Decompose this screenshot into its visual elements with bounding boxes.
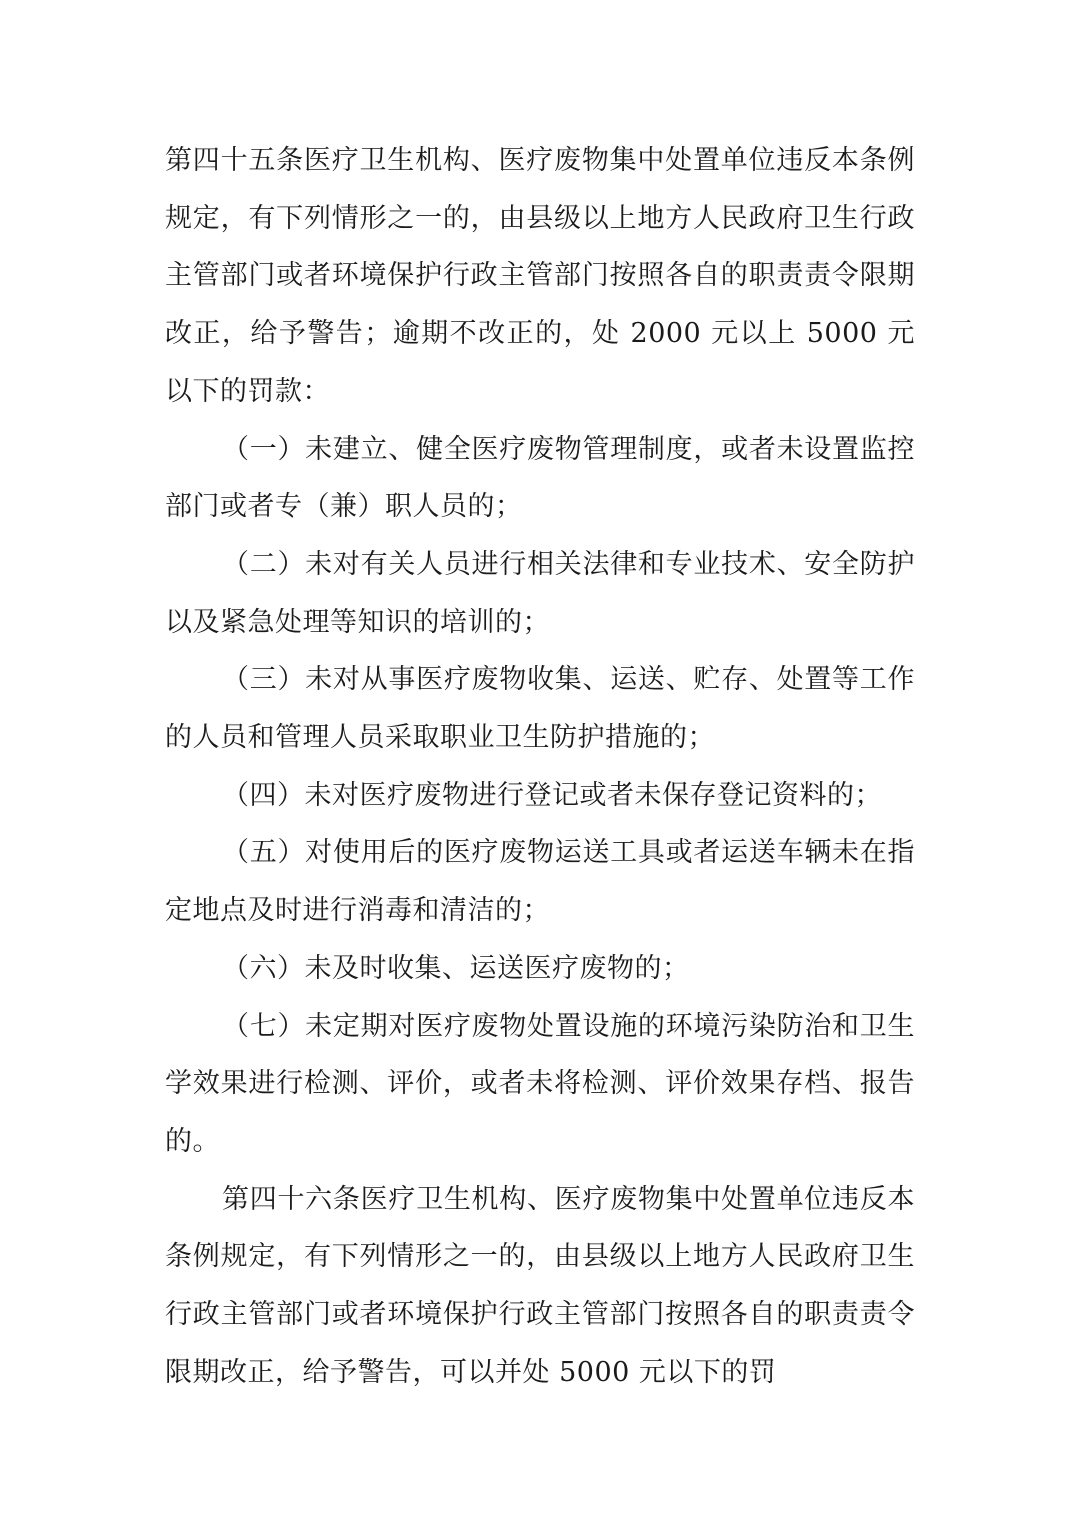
document-body [165, 132, 915, 1401]
article-45-item-3: （三）未对从事医疗废物收集、运送、贮存、处置等工作的人员和管理人员采取职业卫生防护措施的； [165, 664, 915, 754]
article-46-intro: 第四十六条医疗卫生机构、医疗废物集中处置单位违反本条例规定，有下列情形之一的，由县级以上地方人民政府卫生行政主管部门或者环境保护行政主管部门按照各自的职责责令限期改正，给予警告，可以并处 5000 元以下的罚 [165, 1183, 915, 1388]
article-45-item-2: （二）未对有关人员进行相关法律和专业技术、安全防护以及紧急处理等知识的培训的； [165, 548, 915, 638]
article-45-intro: 第四十五条医疗卫生机构、医疗废物集中处置单位违反本条例规定，有下列情形之一的，由县级以上地方人民政府卫生行政主管部门或者环境保护行政主管部门按照各自的职责责令限期改正，给予警告；逾期不改正的，处 2000 元以上 5000 元以下的罚款： [165, 145, 915, 407]
article-45-item-4: （四）未对医疗废物进行登记或者未保存登记资料的； [222, 779, 882, 811]
article-45-item-1: （一）未建立、健全医疗废物管理制度，或者未设置监控部门或者专（兼）职人员的； [165, 433, 915, 523]
article-45-item-6: （六）未及时收集、运送医疗废物的； [222, 952, 690, 984]
article-45-item-7: （七）未定期对医疗废物处置设施的环境污染防治和卫生学效果进行检测、评价，或者未将检测、评价效果存档、报告的。 [165, 1010, 915, 1157]
article-45-item-5: （五）对使用后的医疗废物运送工具或者运送车辆未在指定地点及时进行消毒和清洁的； [165, 837, 915, 927]
